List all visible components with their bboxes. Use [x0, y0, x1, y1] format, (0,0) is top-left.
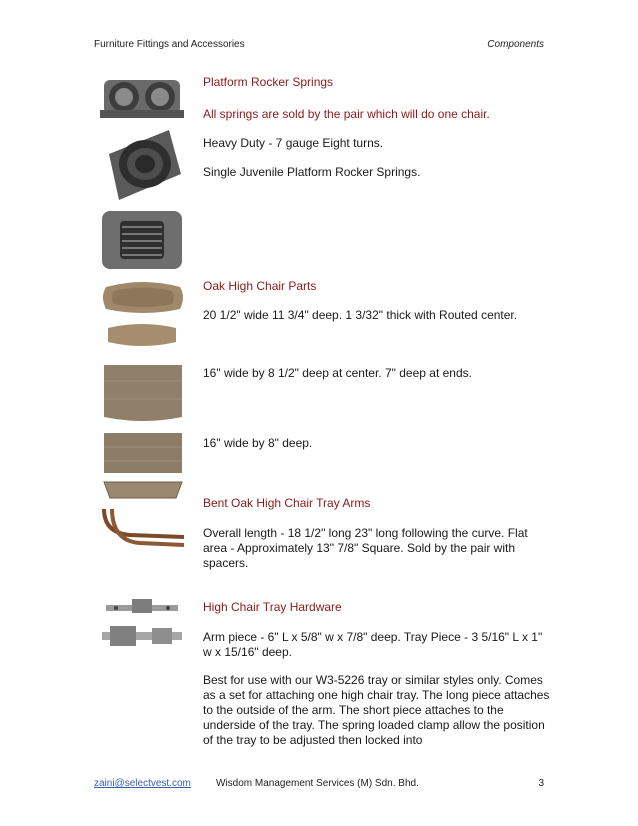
rocker-spring-image-1 — [100, 72, 184, 122]
header-section: Components — [487, 39, 544, 50]
header-title: Furniture Fittings and Accessories — [94, 39, 245, 50]
section-title-oak-high-chair: Oak High Chair Parts — [203, 279, 317, 293]
rocker-spring-image-2 — [99, 124, 185, 204]
footer-company: Wisdom Management Services (M) Sdn. Bhd. — [216, 778, 419, 789]
tray-hardware-image-2 — [100, 624, 184, 650]
high-chair-seat-image — [100, 277, 186, 317]
tray-arms-spec: Overall length - 18 1/2" long 23" long following the curve. Flat area - Approximately 13" 7/8" Square. Sold by the pair with spacers. — [203, 526, 528, 570]
oak-panel-spec-2: 16" wide by 8" deep. — [203, 436, 313, 450]
rocker-springs-juvenile: Single Juvenile Platform Rocker Springs. — [203, 165, 421, 179]
page-number: 3 — [538, 778, 544, 789]
oak-seat-spec: 20 1/2" wide 11 3/4" deep. 1 3/32" thick with Routed center. — [203, 308, 518, 322]
high-chair-back-image — [104, 320, 180, 350]
high-chair-panel-image-2 — [102, 431, 184, 475]
footer-email-link[interactable]: zaini@selectvest.com — [94, 778, 191, 789]
section-title-tray-hardware: High Chair Tray Hardware — [203, 600, 342, 614]
rocker-springs-note: All springs are sold by the pair which will do one chair. — [203, 107, 490, 121]
tray-hardware-image-1 — [104, 597, 180, 617]
section-title-rocker-springs: Platform Rocker Springs — [203, 75, 334, 89]
tray-arms-image — [100, 505, 186, 547]
oak-panel-spec-1: 16" wide by 8 1/2" deep at center. 7" deep at ends. — [203, 366, 472, 380]
high-chair-panel-image-1 — [102, 361, 184, 425]
tray-hardware-description: Best for use with our W3-5226 tray or similar styles only. Comes as a set for attaching one high chair tray. The long piece attaches to the outside of the arm. The short piece attaches to the underside of the tray. The spring loaded clamp allow the position of the tray to be adjusted then locked into — [203, 673, 550, 747]
rocker-spring-image-3 — [100, 207, 184, 273]
section-title-tray-arms: Bent Oak High Chair Tray Arms — [203, 496, 371, 510]
high-chair-footrest-image — [100, 478, 186, 502]
tray-hardware-dimensions: Arm piece - 6" L x 5/8" w x 7/8" deep. Tray Piece - 3 5/16" L x 1" w x 15/16" deep. — [203, 630, 543, 659]
rocker-springs-heavy-duty: Heavy Duty - 7 gauge Eight turns. — [203, 136, 384, 150]
